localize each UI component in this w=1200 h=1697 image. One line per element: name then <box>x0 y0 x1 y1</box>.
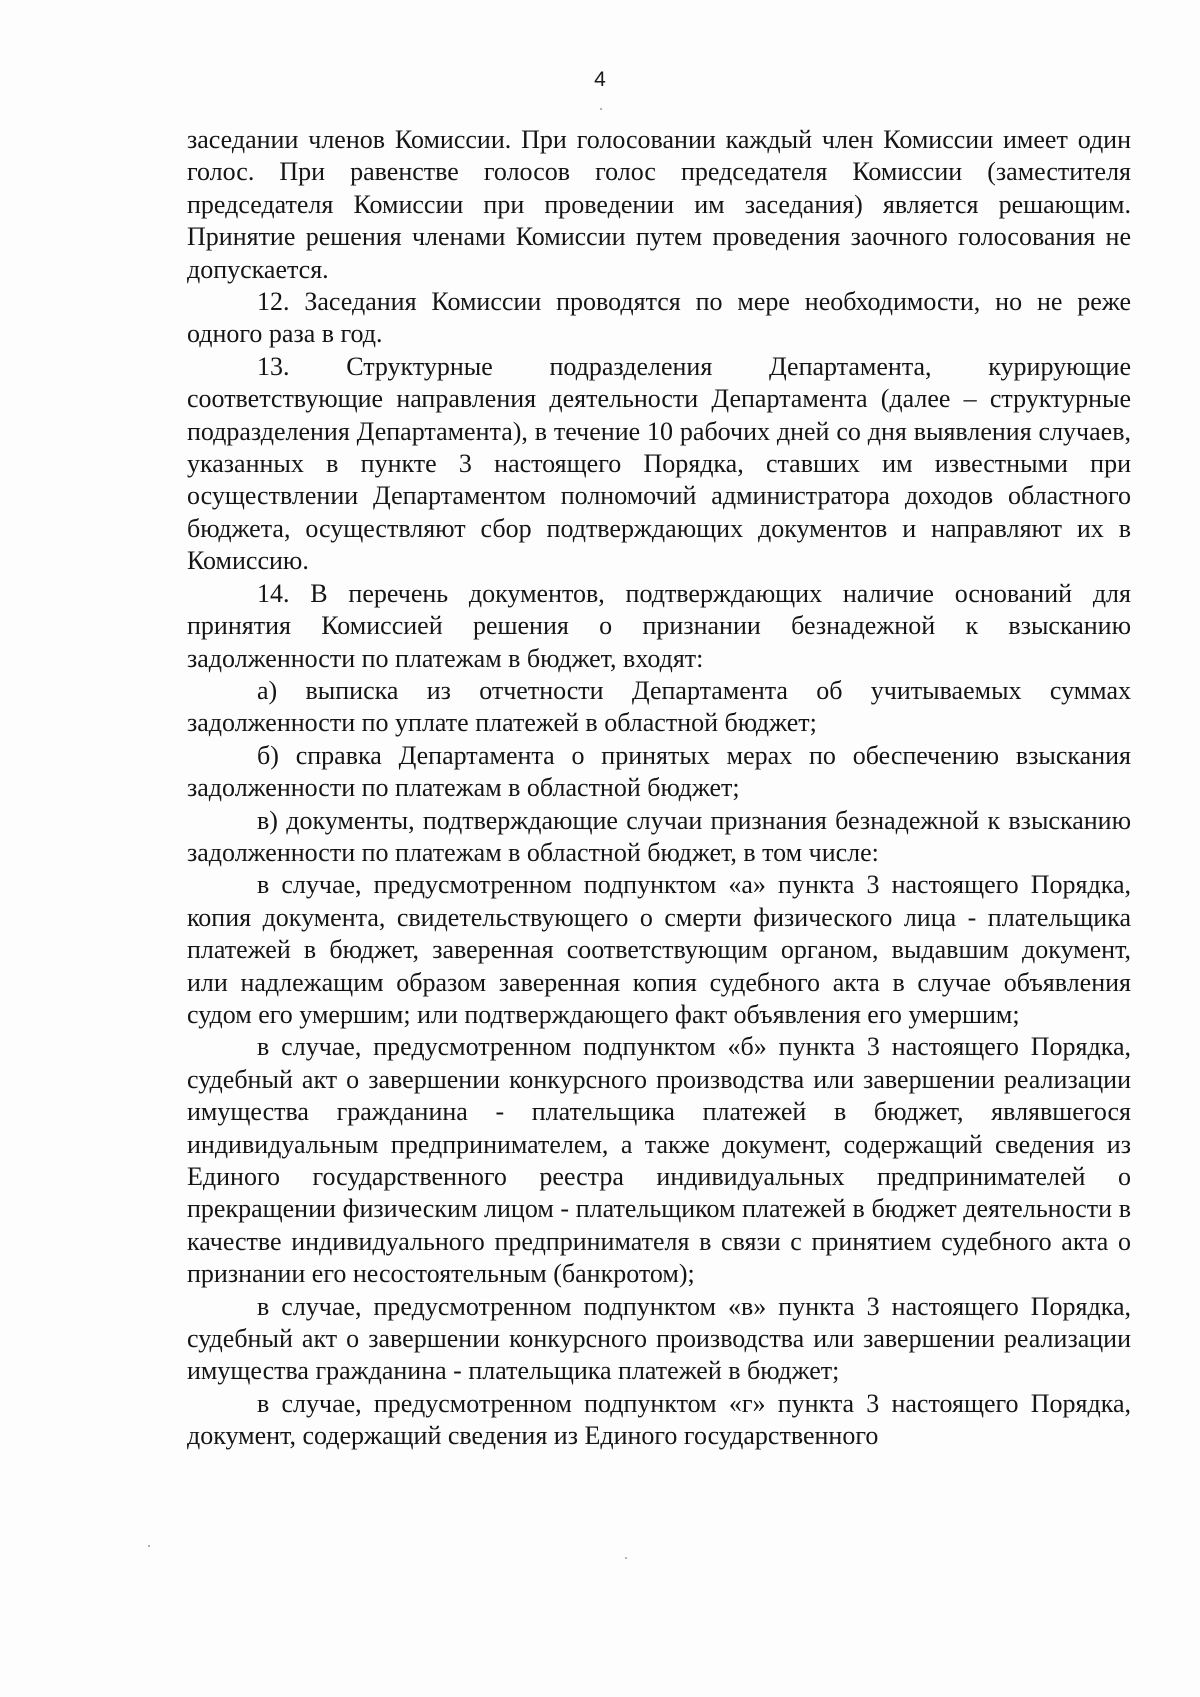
paragraph-14-v: в) документы, подтверждающие случаи признания безнадежной к взысканию задолженности по платежам в областной бюджет, в том числе: <box>187 805 1131 867</box>
scan-speck <box>600 108 602 110</box>
paragraph-14-a: а) выписка из отчетности Департамента об учитываемых суммах задолженности по уплате платежей в областной бюджет; <box>187 675 1131 738</box>
paragraph-case-a: в случае, предусмотренном подпунктом «а» пункта 3 настоящего Порядка, копия документа, свидетельствующего о смерти физического лица - плательщика платежей в бюджет, заверенная соответствующим органом, выдавшим документ, или надлежащим образом заверенная копия судебного акта в случае объявления судом его умершим; или подтверждающего факт объявления его умершим; <box>187 870 1131 1029</box>
paragraph-13: 13. Структурные подразделения Департамента, курирующие соответствующие направления деятельности Департамента (далее – структурные подразделения Департамента), в течение 10 рабочих дней со дня выявления случаев, указанных в пункте 3 настоящего Порядка, ставших им известными при осуществлении Департаментом полномочий администратора доходов областного бюджета, осуществляют сбор подтверждающих документов и направляют их в Комиссию. <box>187 351 1131 576</box>
paragraph-case-b: в случае, предусмотренном подпунктом «б» пункта 3 настоящего Порядка, судебный акт о завершении конкурсного производства или завершении реализации имущества гражданина - плательщика платежей в бюджет, являвшегося индивидуальным предпринимателем, а также документ, содержащий сведения из Единого государственного реестра индивидуальных предпринимателей о прекращении физическим лицом - плательщиком платежей в бюджет деятельности в качестве индивидуального предпринимателя в связи с принятием судебного акта о признании его несостоятельным (банкротом); <box>187 1032 1131 1289</box>
document-body <box>187 124 1131 1453</box>
scan-speck <box>148 1545 150 1547</box>
scan-speck <box>625 1557 627 1559</box>
paragraph-14-b: б) справка Департамента о принятых мерах по обеспечению взыскания задолженности по платежам в областной бюджет; <box>187 740 1131 803</box>
paragraph-12: 12. Заседания Комиссии проводятся по мере необходимости, но не реже одного раза в год. <box>187 287 1131 349</box>
paragraph-case-v: в случае, предусмотренном подпунктом «в» пункта 3 настоящего Порядка, судебный акт о завершении конкурсного производства или завершении реализации имущества гражданина - плательщика платежей в бюджет; <box>187 1291 1131 1386</box>
paragraph-continuation: заседании членов Комиссии. При голосовании каждый член Комиссии имеет один голос. При равенстве голосов голос председателя Комиссии (заместителя председателя Комиссии при проведении им заседания) является решающим. Принятие решения членами Комиссии путем проведения заочного голосования не допускается. <box>187 125 1131 284</box>
page-number: 4 <box>594 68 606 91</box>
paragraph-case-g: в случае, предусмотренном подпунктом «г» пункта 3 настоящего Порядка, документ, содержащий сведения из Единого государственного <box>187 1388 1131 1451</box>
paragraph-14: 14. В перечень документов, подтверждающих наличие оснований для принятия Комиссией решения о признании безнадежной к взысканию задолженности по платежам в бюджет, входят: <box>187 578 1131 673</box>
